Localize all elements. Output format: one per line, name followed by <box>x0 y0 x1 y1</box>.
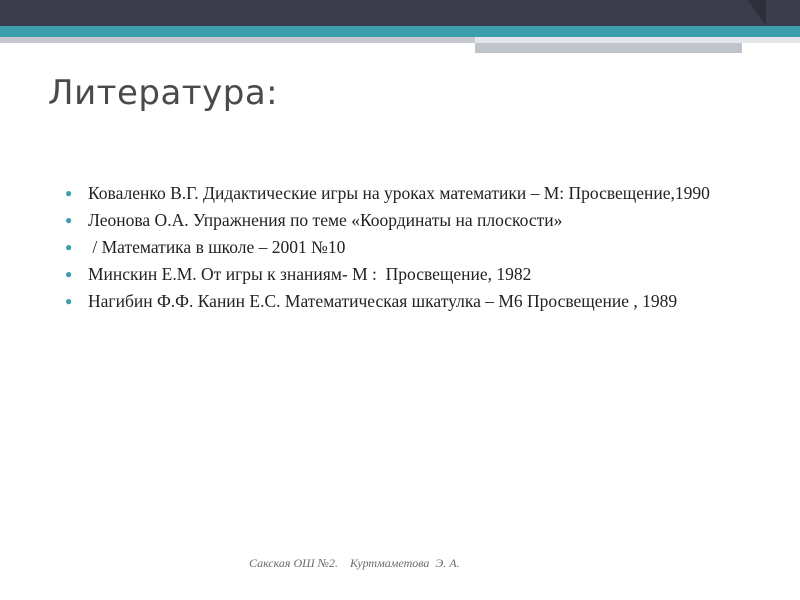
bibliography-item-text: Леонова О.А. Упражнения по теме «Координаты на плоскости» <box>88 210 563 230</box>
bibliography-item <box>64 290 744 312</box>
bullet-dot-icon: ● <box>65 294 73 308</box>
bullet-dot-icon: ● <box>65 240 73 254</box>
bullet-dot-icon: ● <box>65 267 73 281</box>
bullet-dot-icon: ● <box>65 213 73 227</box>
header-grey-stripe-lower <box>475 43 742 53</box>
bibliography-item-text: Коваленко В.Г. Дидактические игры на уроках математики – М: Просвещение,1990 <box>88 183 710 203</box>
bibliography-item <box>64 236 744 258</box>
bibliography-item <box>64 182 744 204</box>
bibliography-list <box>64 182 744 317</box>
bibliography-item <box>64 209 744 231</box>
bibliography-item <box>64 263 744 285</box>
bibliography-item-text: / Математика в школе – 2001 №10 <box>88 237 346 257</box>
header-notch-decoration <box>748 0 766 26</box>
slide-footer: Сакская ОШ №2. Куртмаметова Э. А. <box>249 556 460 570</box>
bullet-dot-icon: ● <box>65 186 73 200</box>
header-grey-stripe-left <box>0 37 475 43</box>
bibliography-item-text: Минскин Е.М. От игры к знаниям- М : Просвещение, 1982 <box>88 264 532 284</box>
header-dark-band <box>0 0 800 26</box>
slide-title: Литература: <box>48 73 279 113</box>
bibliography-item-text: Нагибин Ф.Ф. Канин Е.С. Математическая шкатулка – М6 Просвещение , 1989 <box>88 291 678 311</box>
header-teal-stripe <box>0 26 800 37</box>
